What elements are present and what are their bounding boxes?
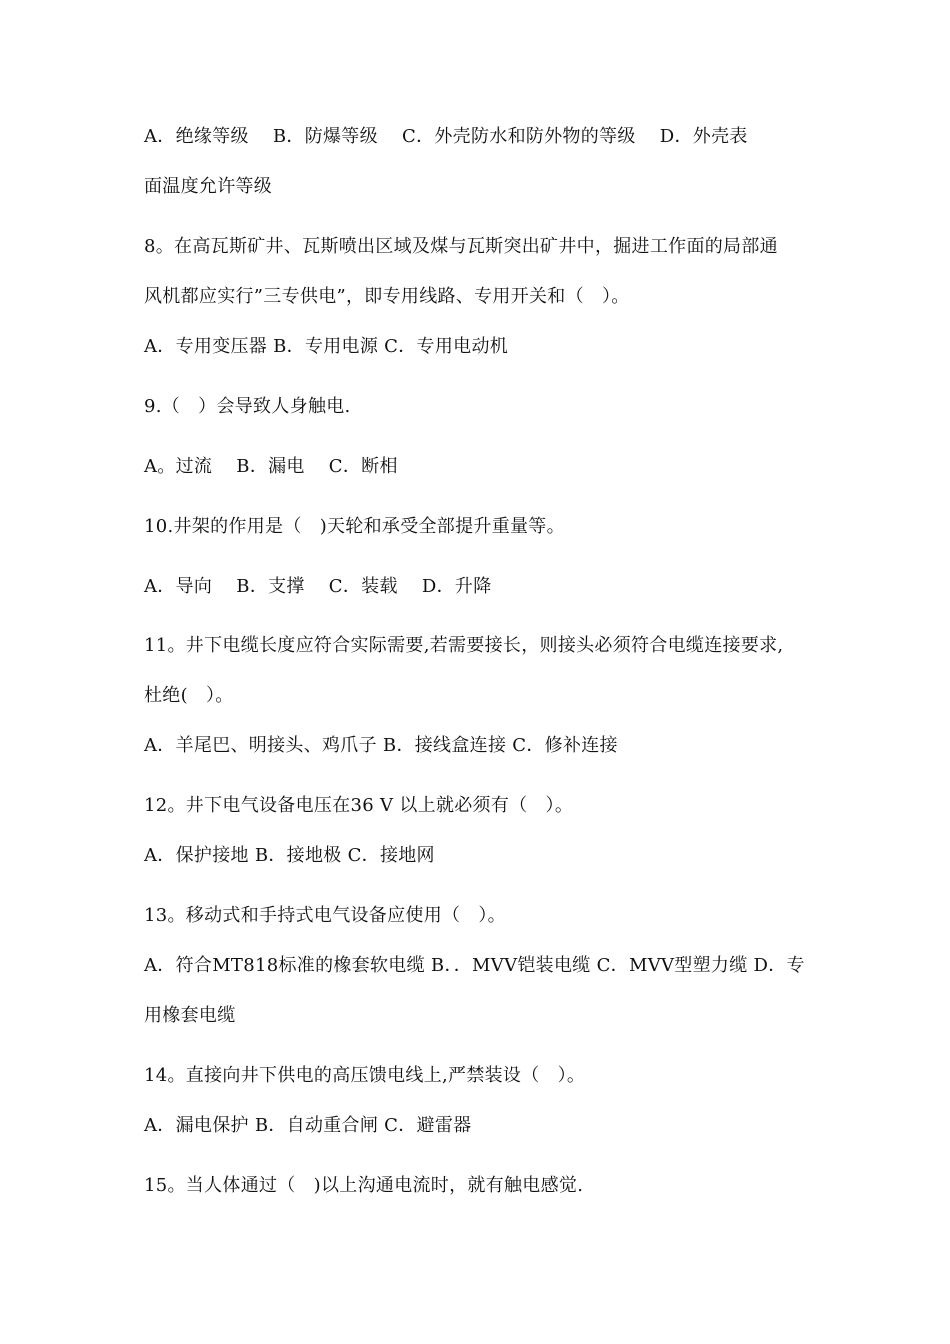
q14-options: A．漏电保护 B．自动重合闸 C．避雷器	[144, 1115, 472, 1136]
q10-options: A．导向 B．支撑 C．装载 D．升降	[144, 576, 492, 597]
q11-options: A．羊尾巴、明接头、鸡爪子 B．接线盒连接 C．修补连接	[144, 735, 618, 756]
q13-question: 13。移动式和手持式电气设备应使用（ ）。	[144, 905, 506, 926]
q9-options: A。过流 B．漏电 C．断相	[144, 456, 398, 477]
q12-question: 12。井下电气设备电压在36 V 以上就必须有（ ）。	[144, 795, 574, 816]
q8-question-line-1: 8。在高瓦斯矿井、瓦斯喷出区域及煤与瓦斯突出矿井中，掘进工作面的局部通	[144, 236, 778, 257]
q7-options-line-2: 面温度允许等级	[144, 176, 273, 197]
q10-question: 10.井架的作用是（ )天轮和承受全部提升重量等。	[144, 516, 565, 537]
q14-question: 14。直接向井下供电的高压馈电线上,严禁装设（ ）。	[144, 1065, 586, 1086]
q13-options-line-1: A．符合MT818标准的橡套软电缆 B．．MVV铠装电缆 C．MVV型塑力缆 D．专	[144, 955, 805, 976]
q13-options-line-2: 用橡套电缆	[144, 1005, 236, 1026]
q11-question-line-2: 杜绝( ）。	[144, 685, 234, 706]
q12-options: A．保护接地 B．接地极 C．接地网	[144, 845, 435, 866]
q8-question-line-2: 风机都应实行”三专供电”，即专用线路、专用开关和（ ）。	[144, 286, 630, 307]
q9-question: 9.（ ）会导致人身触电.	[144, 396, 351, 417]
q8-options: A．专用变压器 B．专用电源 C．专用电动机	[144, 336, 509, 357]
q15-question: 15。当人体通过（ )以上沟通电流时，就有触电感觉.	[144, 1175, 584, 1196]
q7-options-line-1: A．绝缘等级 B．防爆等级 C．外壳防水和防外物的等级 D．外壳表	[144, 126, 748, 147]
q11-question-line-1: 11。井下电缆长度应符合实际需要,若需要接长，则接头必须符合电缆连接要求,	[144, 635, 784, 656]
